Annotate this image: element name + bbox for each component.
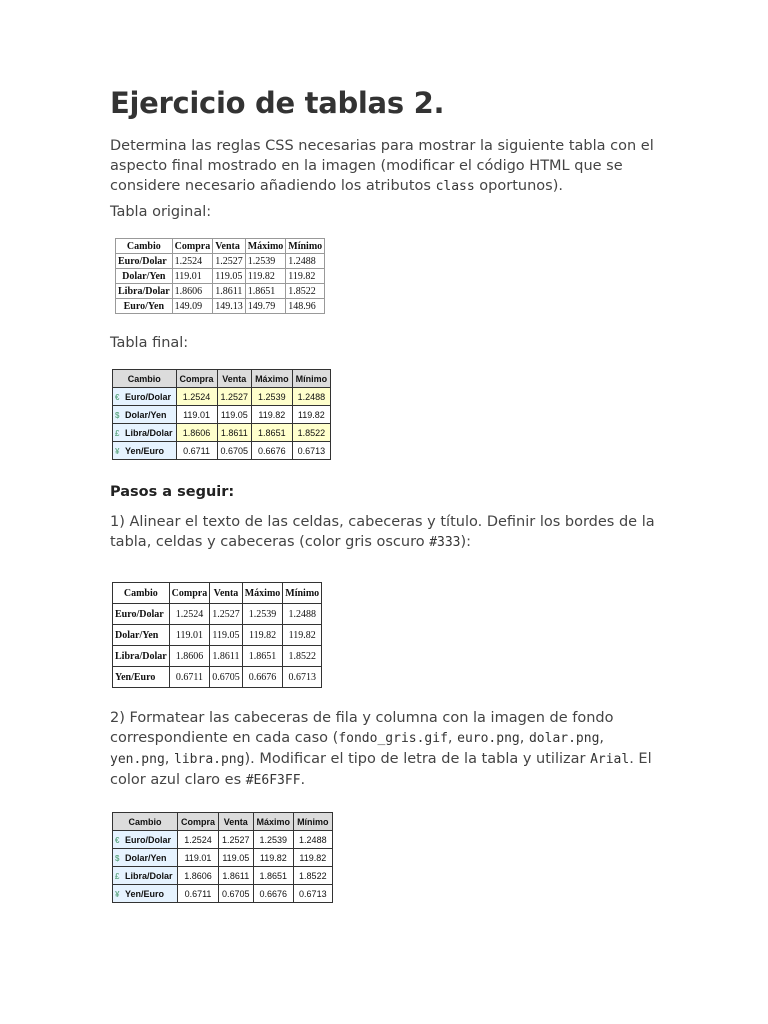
cell: 119.05 [210, 625, 243, 646]
cell: 1.8522 [292, 424, 331, 442]
table-row [116, 284, 325, 299]
dollar-icon: $ [115, 410, 120, 420]
table-row [113, 646, 322, 667]
step2-text-2: ). Modificar el tipo de letra de la tabla y utilizar [244, 751, 591, 767]
step2-code-color: #E6F3FF [245, 773, 301, 788]
header-compra: Compra [178, 813, 219, 831]
table-row [113, 849, 333, 867]
row-header-label: Dolar/Yen [125, 852, 167, 863]
steps-heading: Pasos a seguir: [110, 484, 235, 500]
cell: 1.8522 [294, 867, 333, 885]
step2-file: libra.png [174, 752, 245, 767]
row-header: Euro/Yen [116, 299, 173, 314]
cell: 0.6676 [253, 885, 294, 903]
cell: 0.6676 [242, 667, 283, 688]
dollar-icon: $ [115, 853, 120, 863]
cell: 119.82 [294, 849, 333, 867]
label-final: Tabla final: [110, 335, 189, 351]
header-compra: Compra [169, 583, 210, 604]
header-minimo: Mínimo [294, 813, 333, 831]
intro-text-1: Determina las reglas CSS necesarias para mostrar la siguiente tabla con el aspecto final mostrado en la imagen (modificar el código HTML que se considere necesario añadiendo los atributos [110, 138, 654, 194]
table-row [113, 667, 322, 688]
row-header [113, 406, 177, 424]
cell: 119.01 [172, 269, 213, 284]
table-final [112, 369, 331, 460]
yen-icon: ¥ [115, 446, 120, 456]
cell: 0.6705 [217, 442, 252, 460]
cell: 0.6711 [176, 442, 217, 460]
table-header-row [113, 813, 333, 831]
cell: 1.8651 [253, 867, 294, 885]
row-header [113, 424, 177, 442]
table-row [113, 867, 333, 885]
cell: 1.2524 [178, 831, 219, 849]
cell: 149.79 [245, 299, 286, 314]
table-header-row [113, 583, 322, 604]
row-header [113, 442, 177, 460]
cell: 119.01 [176, 406, 217, 424]
table-header-row [113, 370, 331, 388]
cell: 119.82 [252, 406, 293, 424]
cell: 119.82 [253, 849, 294, 867]
table-header-row [116, 239, 325, 254]
table-step1 [112, 582, 322, 688]
intro-code-class: class [435, 179, 475, 194]
header-maximo: Máximo [242, 583, 283, 604]
table-row [113, 442, 331, 460]
cell: 119.82 [242, 625, 283, 646]
cell: 1.2524 [176, 388, 217, 406]
row-header [113, 849, 178, 867]
step1-text-1: 1) Alinear el texto de las celdas, cabeceras y título. Definir los bordes de la tabla, celdas y cabeceras (color gris oscuro [110, 514, 655, 550]
header-maximo: Máximo [253, 813, 294, 831]
row-header-label: Euro/Dolar [125, 391, 172, 402]
cell: 1.8611 [210, 646, 243, 667]
cell: 149.09 [172, 299, 213, 314]
cell: 119.01 [169, 625, 210, 646]
row-header [113, 388, 177, 406]
cell: 119.82 [245, 269, 286, 284]
header-compra: Compra [172, 239, 213, 254]
label-original: Tabla original: [110, 204, 212, 220]
row-header: Dolar/Yen [116, 269, 173, 284]
cell: 1.2488 [283, 604, 322, 625]
table-row [113, 388, 331, 406]
step1-code-color: #333 [429, 535, 461, 550]
row-header-label: Yen/Euro [125, 445, 165, 456]
row-header: Euro/Dolar [113, 604, 170, 625]
cell: 1.2527 [210, 604, 243, 625]
table-row [113, 885, 333, 903]
cell: 1.8606 [178, 867, 219, 885]
step2-text-3: . El color azul claro es [110, 751, 652, 788]
cell: 1.2488 [286, 254, 325, 269]
row-header: Libra/Dolar [116, 284, 173, 299]
intro-text-2: oportunos). [474, 178, 563, 194]
intro-paragraph [110, 136, 670, 197]
header-cambio: Cambio [113, 583, 170, 604]
table-original [115, 238, 325, 314]
step2-text-1: 2) Formatear las cabeceras de fila y columna con la imagen de fondo correspondiente en cada caso ( [110, 710, 614, 746]
step1-paragraph [110, 512, 660, 553]
cell: 1.2539 [245, 254, 286, 269]
header-minimo: Mínimo [286, 239, 325, 254]
cell: 1.2539 [252, 388, 293, 406]
cell: 119.05 [217, 406, 252, 424]
pound-icon: £ [115, 871, 120, 881]
step2-file: fondo_gris.gif [338, 731, 448, 746]
cell: 1.2539 [253, 831, 294, 849]
table-row [116, 254, 325, 269]
cell: 1.2527 [217, 388, 252, 406]
step2-file: dolar.png [528, 731, 600, 746]
cell: 1.2488 [292, 388, 331, 406]
header-venta: Venta [210, 583, 243, 604]
cell: 149.13 [213, 299, 246, 314]
row-header-label: Libra/Dolar [125, 870, 173, 881]
row-header-label: Libra/Dolar [125, 427, 173, 438]
row-header: Euro/Dolar [116, 254, 173, 269]
row-header [113, 831, 178, 849]
header-maximo: Máximo [245, 239, 286, 254]
cell: 0.6705 [219, 885, 254, 903]
row-header-label: Euro/Dolar [125, 834, 172, 845]
euro-icon: € [115, 392, 120, 402]
header-cambio: Cambio [116, 239, 173, 254]
cell: 1.2488 [294, 831, 333, 849]
step2-file: yen.png [110, 752, 165, 767]
cell: 1.8522 [286, 284, 325, 299]
row-header: Yen/Euro [113, 667, 170, 688]
cell: 1.2527 [219, 831, 254, 849]
yen-icon: ¥ [115, 889, 120, 899]
header-venta: Venta [213, 239, 246, 254]
cell: 0.6713 [292, 442, 331, 460]
page-title: Ejercicio de tablas 2. [110, 86, 445, 120]
step2-paragraph: 2) Formatear las cabeceras de fila y columna con la imagen de fondo correspondiente en cada caso (fondo_gris.gif, euro.png, dolar.png, yen.png, libra.png). Modificar el tipo de letra de la tabla y utilizar Arial. El color azul claro es #E6F3FF. [110, 710, 652, 788]
cell: 1.2524 [172, 254, 213, 269]
step2-file: euro.png [457, 731, 520, 746]
header-venta: Venta [217, 370, 252, 388]
cell: 148.96 [286, 299, 325, 314]
header-maximo: Máximo [252, 370, 293, 388]
table-row [113, 604, 322, 625]
step1-text-2: ): [460, 534, 472, 550]
cell: 1.2539 [242, 604, 283, 625]
row-header-label: Dolar/Yen [125, 409, 167, 420]
header-minimo: Mínimo [292, 370, 331, 388]
cell: 1.8651 [242, 646, 283, 667]
cell: 119.82 [292, 406, 331, 424]
pound-icon: £ [115, 428, 120, 438]
cell: 1.8522 [283, 646, 322, 667]
cell: 119.82 [286, 269, 325, 284]
cell: 0.6711 [178, 885, 219, 903]
table-row [113, 424, 331, 442]
header-minimo: Mínimo [283, 583, 322, 604]
row-header: Dolar/Yen [113, 625, 170, 646]
cell: 1.8651 [245, 284, 286, 299]
header-cambio: Cambio [113, 813, 178, 831]
cell: 119.01 [178, 849, 219, 867]
cell: 0.6705 [210, 667, 243, 688]
table-row [116, 299, 325, 314]
euro-icon: € [115, 835, 120, 845]
cell: 119.82 [283, 625, 322, 646]
row-header: Libra/Dolar [113, 646, 170, 667]
cell: 0.6676 [252, 442, 293, 460]
table-row [116, 269, 325, 284]
cell: 0.6711 [169, 667, 210, 688]
cell: 1.2527 [213, 254, 246, 269]
cell: 1.8606 [172, 284, 213, 299]
table-step2 [112, 812, 333, 903]
table-row [113, 625, 322, 646]
cell: 1.8611 [219, 867, 254, 885]
row-header [113, 867, 178, 885]
cell: 1.8611 [213, 284, 246, 299]
row-header [113, 885, 178, 903]
row-header-label: Yen/Euro [125, 888, 165, 899]
step2-code-font: Arial [590, 752, 630, 767]
cell: 1.8606 [169, 646, 210, 667]
cell: 119.05 [213, 269, 246, 284]
cell: 0.6713 [294, 885, 333, 903]
cell: 1.2524 [169, 604, 210, 625]
cell: 1.8651 [252, 424, 293, 442]
cell: 0.6713 [283, 667, 322, 688]
cell: 1.8611 [217, 424, 252, 442]
header-compra: Compra [176, 370, 217, 388]
header-venta: Venta [219, 813, 254, 831]
table-row [113, 406, 331, 424]
header-cambio: Cambio [113, 370, 177, 388]
cell: 1.8606 [176, 424, 217, 442]
step2-text-4: . [300, 772, 306, 788]
cell: 119.05 [219, 849, 254, 867]
table-row [113, 831, 333, 849]
